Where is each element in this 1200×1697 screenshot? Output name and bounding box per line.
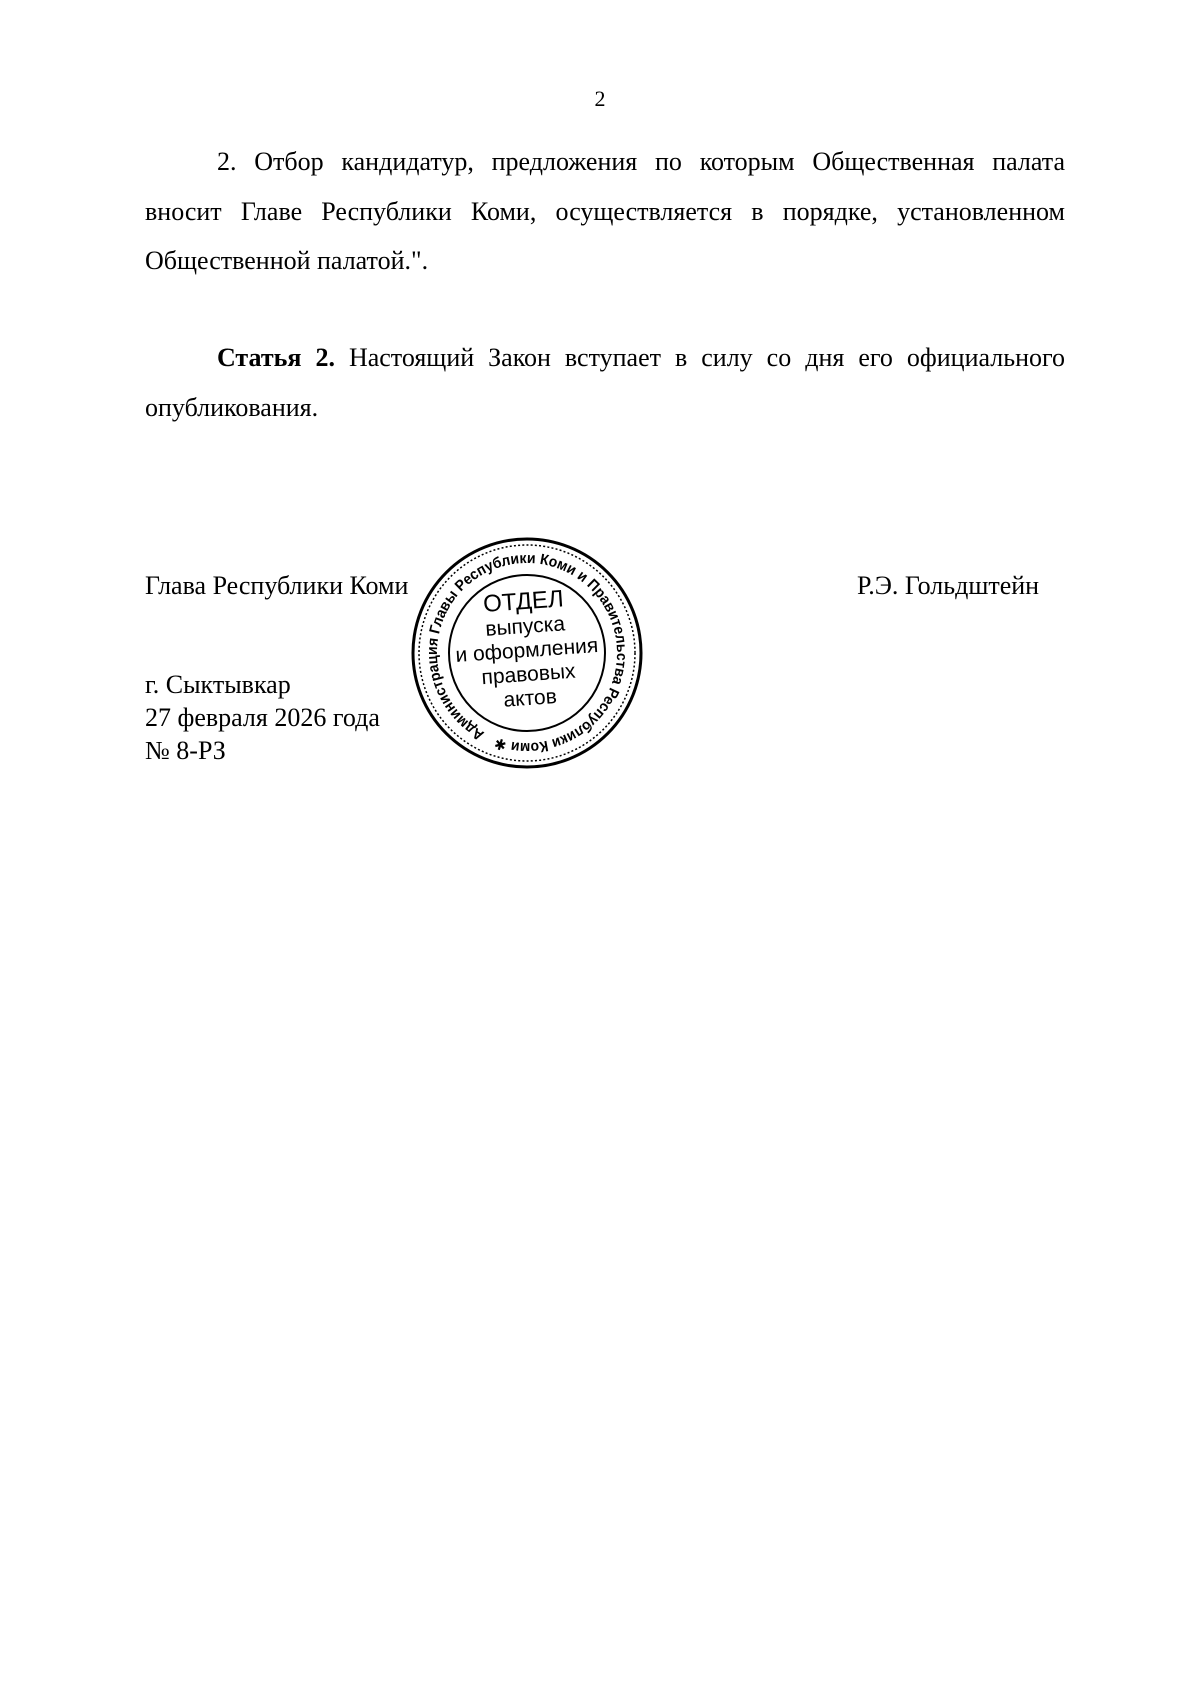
- seal-center-line-3: и оформления: [454, 634, 599, 667]
- seal-center-line-1: ОТДЕЛ: [482, 585, 565, 618]
- signer-name: Р.Э. Гольдштейн: [857, 571, 1040, 600]
- seal-center-line-2: выпуска: [484, 612, 566, 641]
- seal-ring-text: Администрация Главы Республики Коми и Правительства Республики Коми ✱: [423, 549, 631, 757]
- signing-city: г. Сыктывкар: [145, 670, 291, 699]
- article-2-paragraph: [145, 333, 1065, 432]
- seal-icon: [407, 533, 647, 773]
- article-label: Статья 2.: [217, 343, 335, 372]
- seal-center-line-5: актов: [502, 685, 558, 712]
- article-text: Настоящий Закон вступает в силу со дня его официального опубликования.: [145, 343, 1066, 422]
- seal-center-line-4: правовых: [480, 659, 577, 690]
- page-number: 2: [594, 86, 606, 111]
- law-number: № 8-РЗ: [145, 736, 226, 765]
- signing-date: 27 февраля 2026 года: [145, 703, 380, 732]
- official-seal: [407, 533, 647, 773]
- signer-title: Глава Республики Коми: [145, 571, 409, 600]
- paragraph-item-2: 2. Отбор кандидатур, предложения по которым Общественная палата вносит Главе Республики Коми, осуществляется в порядке, установленном Общественной палатой.".: [145, 147, 1065, 275]
